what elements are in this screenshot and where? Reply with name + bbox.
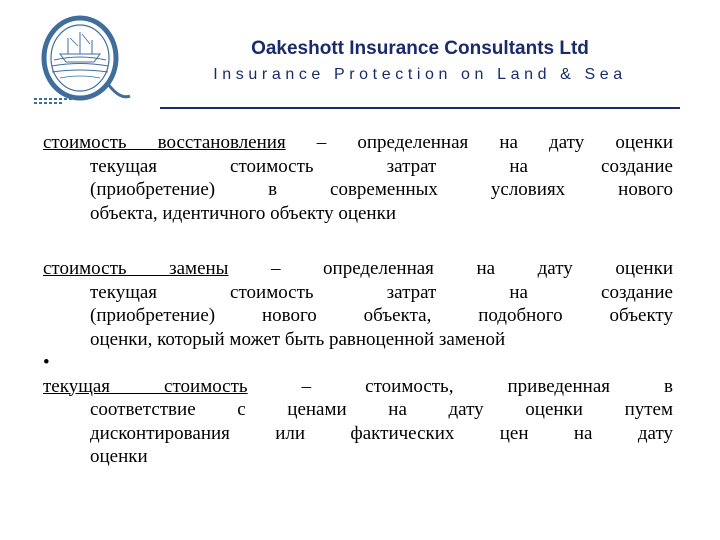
definition-line: (приобретение) нового объекта, подобного объекту xyxy=(90,305,673,326)
definition-term: текущая стоимость xyxy=(43,375,248,397)
definition-first-line xyxy=(43,131,673,155)
definitions-list xyxy=(43,131,673,469)
header-divider xyxy=(160,107,680,109)
definition-line: объекта, идентичного объекту оценки xyxy=(90,202,397,224)
definition-first-line xyxy=(43,375,673,399)
definition-term-rest: – стоимость, приведенная в xyxy=(247,375,673,397)
company-logo xyxy=(30,14,134,108)
definition-line: дисконтирования или фактических цен на дату xyxy=(90,422,673,444)
definition-line: оценки, который может быть равноценной заменой xyxy=(90,328,506,350)
bullet-marker: • xyxy=(43,352,50,373)
spacer xyxy=(43,225,673,257)
definition-substitution-cost xyxy=(43,257,673,351)
definition-line: текущая стоимость затрат на создание xyxy=(90,155,673,177)
definition-line: (приобретение) в современных условиях нового xyxy=(90,179,673,200)
definition-term-rest: – определенная на дату оценки xyxy=(228,258,673,279)
definition-term-rest: – определенная на дату оценки xyxy=(285,132,673,153)
company-tagline: Insurance Protection on Land & Sea xyxy=(213,66,627,83)
definition-term: стоимость замены xyxy=(43,258,229,279)
definition-term: стоимость восстановления xyxy=(43,132,286,153)
definition-replacement-cost xyxy=(43,131,673,225)
definition-first-line xyxy=(43,257,673,281)
definition-line: соответствие с ценами на дату оценки путем xyxy=(90,399,673,420)
definition-line: оценки xyxy=(90,446,148,467)
definition-line: текущая стоимость затрат на создание xyxy=(90,281,673,303)
company-name: Oakeshott Insurance Consultants Ltd xyxy=(251,38,589,59)
definition-current-value xyxy=(43,375,673,469)
